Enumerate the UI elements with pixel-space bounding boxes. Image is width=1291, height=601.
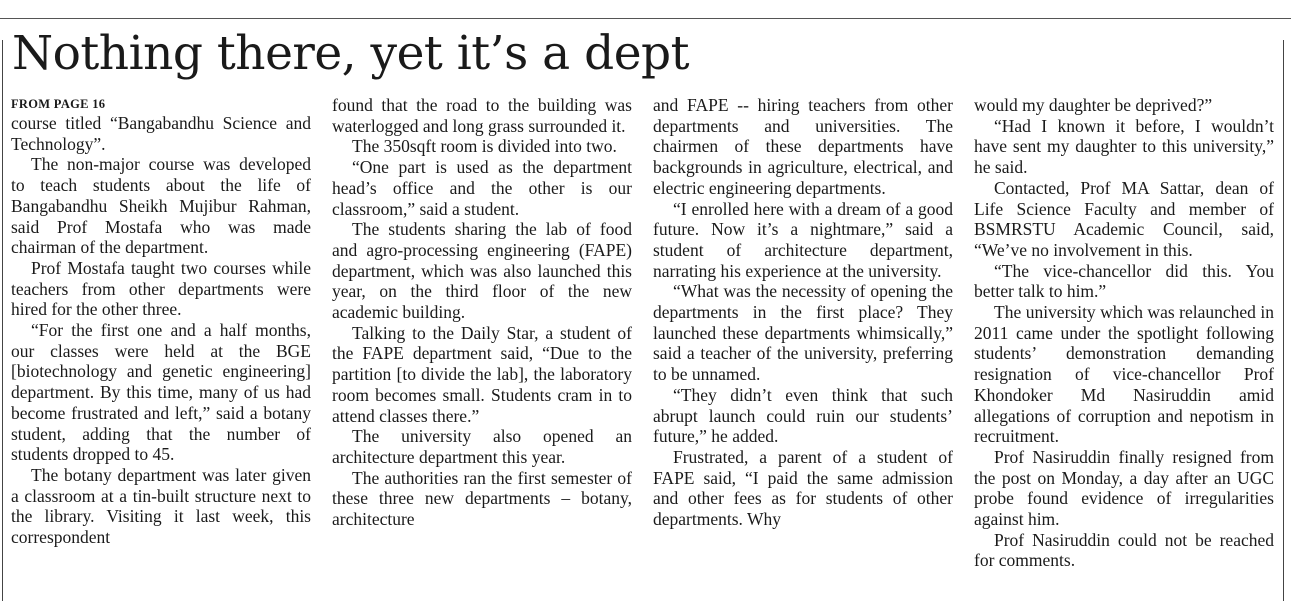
paragraph: “What was the necessity of opening the departments in the first place? They launched these departments whimsically,” said a teacher of the university, preferring to be unnamed.	[653, 281, 953, 385]
column-1	[11, 95, 311, 601]
paragraph: The non-major course was developed to teach students about the life of Bangabandhu Sheikh Mujibur Rahman, said Prof Mostafa who was made chairman of the department.	[11, 154, 311, 258]
column-2	[332, 95, 632, 601]
paragraph: found that the road to the building was waterlogged and long grass surrounded it.	[332, 95, 632, 136]
column-3	[653, 95, 953, 601]
top-rule	[0, 18, 1291, 19]
jump-line: FROM PAGE 16	[11, 97, 106, 111]
paragraph: The botany department was later given a classroom at a tin-built structure next to the library. Visiting it last week, this correspondent	[11, 464, 311, 548]
paragraph: “They didn’t even think that such abrupt launch could ruin our students’ future,” he added.	[653, 384, 953, 447]
paragraph: Prof Mostafa taught two courses while teachers from other departments were hired for the other three.	[11, 257, 311, 320]
right-column-rule	[1283, 40, 1284, 601]
paragraph: The students sharing the lab of food and agro-processing engineering (FAPE) department, which was also launched this year, on the third floor of the new academic building.	[332, 219, 632, 323]
paragraph: “Had I known it before, I wouldn’t have sent my daughter to this university,” he said.	[974, 115, 1274, 178]
paragraph: Frustrated, a parent of a student of FAPE said, “I paid the same admission and other fees as for students of other departments. Why	[653, 446, 953, 530]
paragraph: and FAPE -- hiring teachers from other departments and universities. The chairmen of these departments have backgrounds in agriculture, electrical, and electric engineering departments.	[653, 95, 953, 198]
paragraph: would my daughter be deprived?”	[974, 95, 1213, 115]
paragraph: The 350sqft room is divided into two.	[352, 136, 617, 157]
paragraph: course titled “Bangabandhu Science and Technology”.	[11, 113, 311, 154]
paragraph: “I enrolled here with a dream of a good future. Now it’s a nightmare,” said a student of architecture department, narrating his experience at the university.	[653, 198, 953, 281]
paragraph: The university which was relaunched in 2011 came under the spotlight following students’ demonstration demanding resignation of vice-chancellor Prof Khondoker Md Nasiruddin amid allegations of corruption and nepotism in recruitment.	[974, 302, 1274, 447]
paragraph: “The vice-chancellor did this. You better talk to him.”	[974, 260, 1274, 302]
paragraph: “For the first one and a half months, our classes were held at the BGE [biotechnology and genetic engineering] department. By this time, many of us had become frustrated and left,” said a botany student, adding that the number of students dropped to 45.	[11, 320, 311, 465]
paragraph: Talking to the Daily Star, a student of the FAPE department said, “Due to the partition [to divide the lab], the laboratory room becomes small. Students cram in to attend classes there.”	[332, 322, 632, 426]
left-column-rule	[2, 40, 3, 601]
paragraph: Contacted, Prof MA Sattar, dean of Life Science Faculty and member of BSMRSTU Academic Council, said, “We’ve no involvement in this.	[974, 177, 1274, 260]
paragraph: Prof Nasiruddin finally resigned from the post on Monday, a day after an UGC probe found evidence of irregularities against him.	[974, 446, 1274, 530]
paragraph: Prof Nasiruddin could not be reached for comments.	[974, 529, 1274, 571]
headline: Nothing there, yet it’s a dept	[12, 26, 689, 81]
column-4	[974, 95, 1274, 601]
paragraph: The university also opened an architecture department this year.	[332, 426, 632, 467]
paragraph: “One part is used as the department head’s office and the other is our classroom,” said a student.	[332, 157, 632, 219]
paragraph: The authorities ran the first semester of these three new departments – botany, architecture	[332, 467, 632, 530]
